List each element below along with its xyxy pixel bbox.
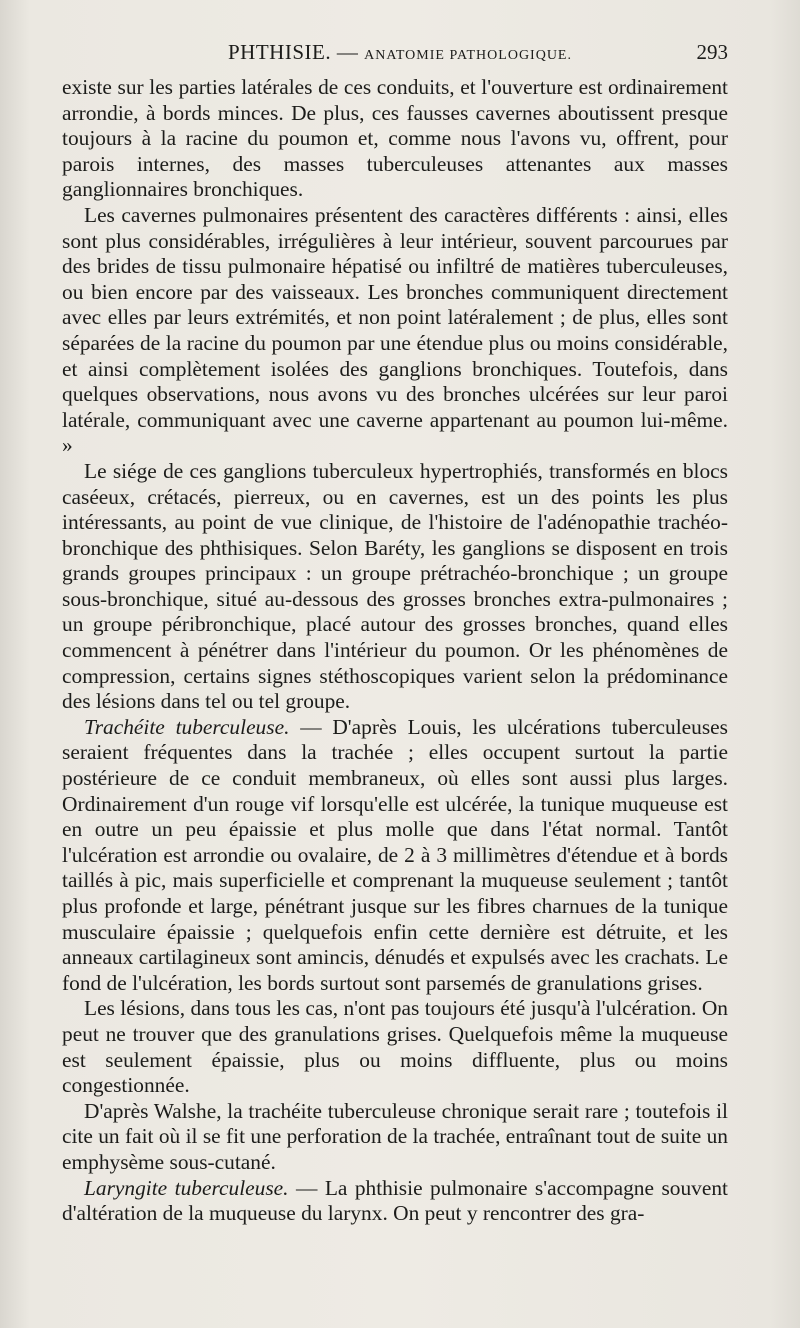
paragraph-5 xyxy=(62,996,728,1098)
running-title-main: PHTHISIE. — xyxy=(228,40,359,64)
paragraph-2 xyxy=(62,203,728,459)
paragraph-text: Les cavernes pulmonaires présentent des caractères différents : ainsi, elles sont plus considérables, irrégulières à leur intérieur, souvent parcourues par des brides de tissu pulmonaire hépatisé ou infiltré de matières tuberculeuses, ou bien encore par des vaisseaux. Les bronches communiquent directement avec elles par leurs extrémités, et non point latéralement ; de plus, elles sont séparées de la racine du poumon par une étendue plus ou moins considérable, et ainsi complètement isolées des ganglions bronchiques. Toutefois, dans quelques observations, nous avons vu des bronches ulcérées sur leur paroi latérale, communiquant avec une caverne appartenant au poumon lui-même. » xyxy=(62,202,728,458)
section-heading-laryngite: Laryngite tuberculeuse. xyxy=(84,1175,289,1200)
paragraph-text: Les lésions, dans tous les cas, n'ont pas toujours été jusqu'à l'ulcération. On peut ne trouver que des granulations grises. Quelquefois même la muqueuse est seulement épaissie, plus ou moins diffluente, plus ou moins congestionnée. xyxy=(62,996,728,1098)
running-title xyxy=(228,40,572,65)
body-text xyxy=(62,75,728,1227)
page-number: 293 xyxy=(696,40,728,64)
paragraph-text: — D'après Louis, les ulcérations tuberculeuses seraient fréquentes dans la trachée ; elles occupent surtout la partie postérieure de ce conduit membraneux, où elles sont aussi plus larges. Ordinairement d'un rouge vif lorsqu'elle est ulcérée, la tunique muqueuse est en outre un peu épaissie et plus molle que dans l'état normal. Tantôt l'ulcération est arrondie ou ovalaire, de 2 à 3 millimètres d'étendue et à bords taillés à pic, mais superficielle et comprenant la muqueuse seulement ; tantôt plus profonde et large, pénétrant jusque sur les fibres charnues de la tunique musculaire épaissie ; quelquefois enfin cette dernière est détruite, et les anneaux cartilagineux sont amincis, dénudés et expulsés avec les crachats. Le fond de l'ulcération, les bords surtout sont parsemés de granulations grises. xyxy=(62,714,728,995)
paragraph-text: D'après Walshe, la trachéite tuberculeuse chronique serait rare ; toutefois il cite un fait où il se fit une perforation de la trachée, entraînant tout de suite un emphysème sous-cutané. xyxy=(62,1098,728,1174)
paragraph-text: existe sur les parties latérales de ces conduits, et l'ouverture est ordinairement arrondie, à bords minces. De plus, ces fausses cavernes aboutissent presque toujours à la racine du poumon et, comme nous l'avons vu, offrent, pour parois internes, des masses tuberculeuses attenantes aux masses ganglionnaires bronchiques. xyxy=(62,75,728,202)
paragraph-1 xyxy=(62,75,728,203)
running-title-sub: ANATOMIE PATHOLOGIQUE. xyxy=(364,48,572,63)
paragraph-3 xyxy=(62,459,728,715)
section-heading-tracheite: Trachéite tuberculeuse. xyxy=(84,714,290,739)
paragraph-text: Le siége de ces ganglions tuberculeux hypertrophiés, transformés en blocs caséeux, crétacés, pierreux, ou en cavernes, est un des points les plus intéressants, au point de vue clinique, de l'histoire de l'adénopathie trachéo-bronchique des phthisiques. Selon Baréty, les ganglions se disposent en trois grands groupes principaux : un groupe prétrachéo-bronchique ; un groupe sous-bronchique, situé au-dessous des grosses bronches extra-pulmonaires ; un groupe péribronchique, placé autour des grosses bronches, quand elles commencent à pénétrer dans l'intérieur du poumon. Or les phénomènes de compression, certains signes stéthoscopiques varient selon la prédominance des lésions dans tel ou tel groupe. xyxy=(62,458,728,714)
paragraph-text: — La phthisie pulmonaire s'accompagne souvent d'altération de la muqueuse du larynx. On peut y rencontrer des gra- xyxy=(62,1175,728,1226)
paragraph-6 xyxy=(62,1099,728,1176)
paragraph-4 xyxy=(62,715,728,997)
paragraph-7 xyxy=(62,1176,728,1227)
running-header xyxy=(60,40,728,70)
